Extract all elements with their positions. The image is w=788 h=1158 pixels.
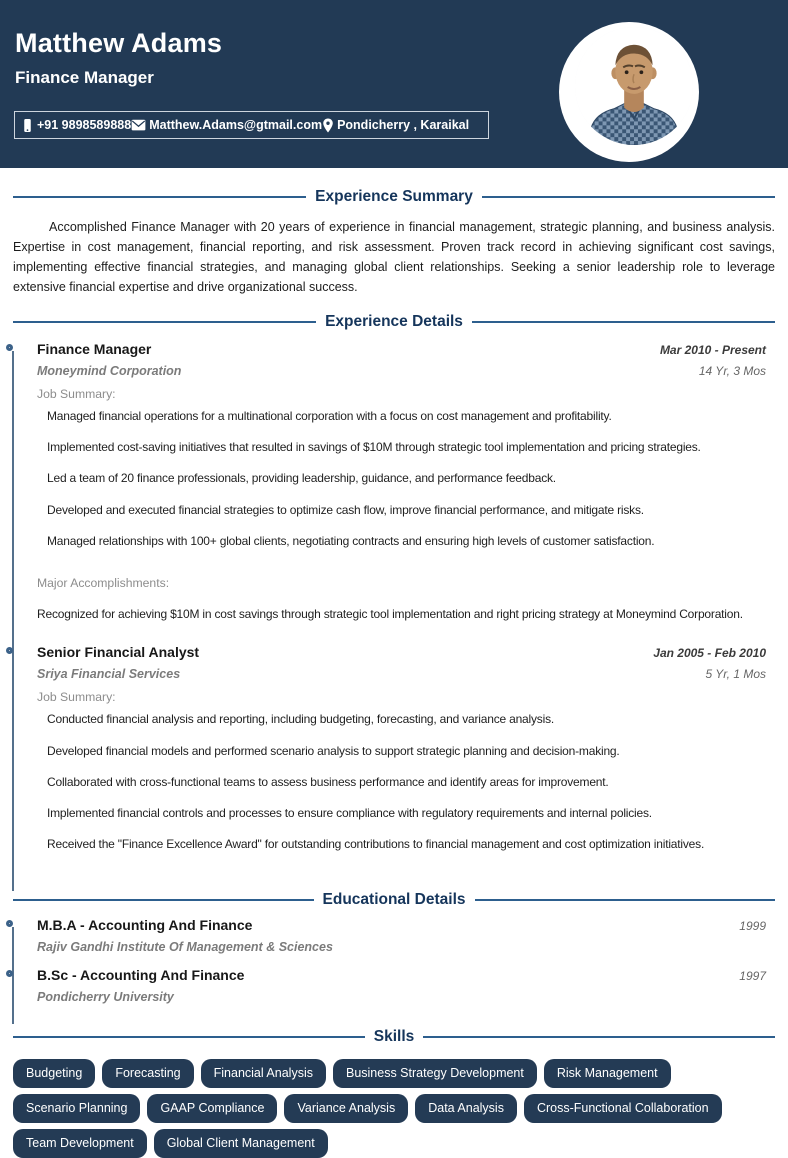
job-role: Finance Manager xyxy=(37,341,152,357)
job-points xyxy=(47,408,766,549)
profile-photo xyxy=(575,27,693,145)
skill-pill: Cross-Functional Collaboration xyxy=(524,1094,722,1123)
job-role: Senior Financial Analyst xyxy=(37,644,200,661)
section-rule-right xyxy=(475,899,776,901)
section-header-skills xyxy=(13,1028,775,1046)
skill-pill: Budgeting xyxy=(13,1059,95,1088)
section-header-experience-summary xyxy=(13,188,775,206)
job-point: Collaborated with cross-functional teams to assess business performance and identify areas for improvement. xyxy=(47,774,609,789)
edu-year: 1999 xyxy=(739,919,766,934)
job-point: Implemented financial controls and processes to ensure compliance with regulatory requirements and internal policies. xyxy=(47,805,652,820)
job-duration: 5 Yr, 1 Mos xyxy=(705,667,766,682)
section-rule-right xyxy=(423,1036,775,1038)
job-duration: 14 Yr, 3 Mos xyxy=(698,364,766,378)
skill-pill: Scenario Planning xyxy=(13,1094,140,1123)
envelope-icon xyxy=(131,119,146,131)
skill-pill: Data Analysis xyxy=(415,1094,517,1123)
section-header-experience-details xyxy=(13,313,775,331)
contact-location xyxy=(322,118,469,133)
contact-email xyxy=(131,118,322,132)
skill-pill: GAAP Compliance xyxy=(147,1094,277,1123)
job-dates: Jan 2005 - Feb 2010 xyxy=(653,646,766,661)
job-summary-label: Job Summary: xyxy=(37,387,116,401)
skill-pill: Forecasting xyxy=(102,1059,193,1088)
job-point: Conducted financial analysis and reporting, including budgeting, forecasting, and variance analysis. xyxy=(47,712,554,727)
accomplishments-text: Recognized for achieving $10M in cost savings through strategic tool implementation and right pricing strategy at Moneymind Corporation. xyxy=(37,606,743,621)
candidate-name: Matthew Adams xyxy=(15,28,223,58)
contact-bar xyxy=(14,111,489,139)
skill-pill: Business Strategy Development xyxy=(333,1059,537,1088)
skill-pill: Financial Analysis xyxy=(201,1059,326,1088)
education-entries xyxy=(0,917,788,1024)
contact-location-text: Pondicherry , Karaikal xyxy=(337,118,470,132)
job-point: Led a team of 20 finance professionals, providing leadership, guidance, and performance feedback. xyxy=(47,471,556,486)
experience-summary-text: Accomplished Finance Manager with 20 years of experience in financial management, strategic planning, and business analysis. Expertise in cost management, financial reporting, and risk assessment. Proven track record in achieving significant cost savings, implementing effective financial strategies, and managing global client relationships. Seeking a senior leadership role to leverage extensive financial expertise and drive organizational success. xyxy=(13,220,775,294)
section-title: Educational Details xyxy=(322,891,466,909)
education-entry xyxy=(37,967,766,1004)
job-point: Managed relationships with 100+ global clients, negotiating contracts and ensuring high levels of customer satisfaction. xyxy=(47,533,655,548)
edu-degree: B.Sc - Accounting And Finance xyxy=(37,967,245,984)
skills-list xyxy=(13,1059,775,1158)
section-rule-right xyxy=(482,196,775,198)
job-point: Developed financial models and performed scenario analysis to support strategic planning and decision-making. xyxy=(47,743,620,758)
job-dates: Mar 2010 - Present xyxy=(659,343,766,357)
timeline-dot-icon xyxy=(6,344,13,351)
timeline-dot-icon xyxy=(6,920,13,927)
skill-pill: Variance Analysis xyxy=(284,1094,408,1123)
skill-pill: Team Development xyxy=(13,1129,147,1158)
edu-institution: Pondicherry University xyxy=(37,990,174,1005)
timeline-dot-icon xyxy=(6,647,13,654)
education-entry xyxy=(37,917,766,954)
profile-photo-ring xyxy=(559,22,699,162)
section-header-educational-details xyxy=(13,891,775,909)
section-title: Experience Details xyxy=(325,313,463,330)
accomplishments-label: Major Accomplishments: xyxy=(37,575,170,590)
edu-year: 1997 xyxy=(739,969,766,984)
contact-phone xyxy=(21,118,131,133)
candidate-title: Finance Manager xyxy=(15,68,154,87)
mobile-phone-icon xyxy=(21,118,34,133)
experience-entry xyxy=(37,341,766,624)
contact-phone-text: +91 9898589888 xyxy=(37,118,132,132)
job-accomplishments xyxy=(37,576,766,624)
job-point: Developed and executed financial strategies to optimize cash flow, improve financial performance, and mitigate risks. xyxy=(47,502,644,517)
contact-email-text: Matthew.Adams@gtmail.com xyxy=(149,118,323,132)
section-rule-left xyxy=(13,899,314,901)
section-rule-left xyxy=(13,196,306,198)
job-company: Sriya Financial Services xyxy=(37,667,181,682)
job-point: Received the "Finance Excellence Award" for outstanding contributions to financial management and cost optimization initiatives. xyxy=(47,837,705,852)
job-point: Implemented cost-saving initiatives that resulted in savings of $10M through strategic tool implementation and pricing strategies. xyxy=(47,440,701,455)
skill-pill: Global Client Management xyxy=(154,1129,328,1158)
job-point: Managed financial operations for a multinational corporation with a focus on cost management and profitability. xyxy=(47,409,612,423)
job-summary-label: Job Summary: xyxy=(37,690,116,705)
timeline-dot-icon xyxy=(6,970,13,977)
section-title: Experience Summary xyxy=(315,188,473,205)
experience-entry xyxy=(37,644,766,852)
edu-degree: M.B.A - Accounting And Finance xyxy=(37,917,253,934)
job-company: Moneymind Corporation xyxy=(37,364,182,378)
avatar-illustration xyxy=(575,27,693,145)
experience-entries xyxy=(0,341,788,891)
edu-institution: Rajiv Gandhi Institute Of Management & Sciences xyxy=(37,940,333,955)
resume-header xyxy=(0,0,788,168)
skill-pill: Risk Management xyxy=(544,1059,671,1088)
job-points xyxy=(47,711,766,852)
section-rule-left xyxy=(13,321,316,323)
section-title: Skills xyxy=(373,1028,415,1046)
section-rule-right xyxy=(472,321,775,323)
section-rule-left xyxy=(13,1036,365,1038)
map-pin-icon xyxy=(322,118,334,133)
